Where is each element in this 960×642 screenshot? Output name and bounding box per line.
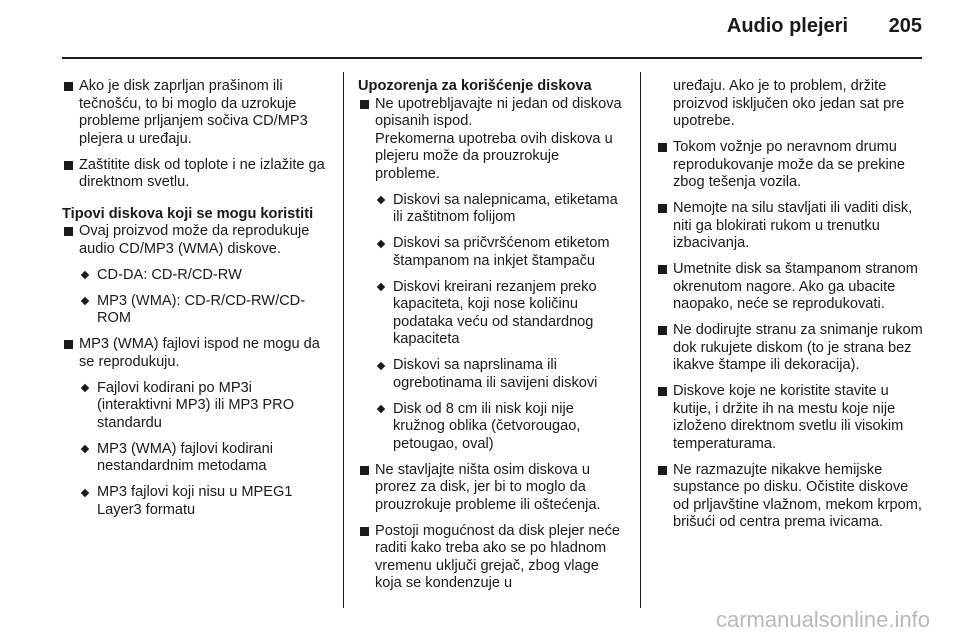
bullet-item: Ne dodirujte stranu za snimanje rukom dok rukujete diskom (to je strana bez ikakve štampe ili dekoracija).	[656, 322, 924, 375]
bullet-item: Zaštitite disk od toplote i ne izlažite ga direktnom svetlu.	[62, 157, 330, 192]
bullet-item: Umetnite disk sa štampanom stranom okrenutom nagore. Ako ga ubacite naopako, neće se reprodukovati.	[656, 261, 924, 314]
sub-bullet-item: MP3 (WMA): CD-R/CD-RW/CD-ROM	[62, 293, 330, 328]
column-divider-1	[343, 72, 344, 608]
page-header-title: Audio plejeri	[726, 15, 848, 37]
column-2	[358, 78, 628, 601]
bullet-item: MP3 (WMA) fajlovi ispod ne mogu da se reprodukuju.	[62, 336, 330, 371]
column-1	[62, 78, 330, 528]
column-3	[656, 78, 924, 540]
bullet-item: Ako je disk zaprljan prašinom ili tečnošću, to bi moglo da uzrokuje probleme prljanjem sočiva CD/MP3 plejera u uređaju.	[62, 78, 330, 148]
sub-bullet-item: Disk od 8 cm ili nisk koji nije kružnog oblika (četvorougao, petougao, oval)	[358, 401, 628, 454]
continued-text: uređaju. Ako je to problem, držite proizvod isključen oko jedan sat pre upotrebe.	[673, 78, 905, 129]
column-divider-2	[640, 72, 641, 608]
bullet-item	[358, 96, 628, 184]
watermark: carmanualsonline.info	[715, 607, 930, 632]
bullet-item: Postoji mogućnost da disk plejer neće raditi kako treba ako se po hladnom vremenu uključi grejač, zbog vlage koja se kondenzuje u	[358, 523, 628, 593]
sub-bullet-item: Fajlovi kodirani po MP3i (interaktivni MP3) ili MP3 PRO standardu	[62, 380, 330, 433]
bullet-item: Ne razmazujte nikakve hemijske supstance po disku. Očistite diskove od prljavštine vlažnom, mekom krpom, brišući od centra prema ivicama.	[656, 462, 924, 532]
sub-bullet-item: Diskovi sa nalepnicama, etiketama ili zaštitnom folijom	[358, 192, 628, 227]
page-number: 205	[888, 15, 922, 37]
bullet-item: Diskove koje ne koristite stavite u kutije, i držite ih na mestu koje nije izloženo direktnom svetlu ili visokim temperaturama.	[656, 383, 924, 453]
section-heading-disc-warnings: Upozorenja za korišćenje diskova	[358, 78, 592, 94]
section-heading-disc-types: Tipovi diskova koji se mogu koristiti	[62, 205, 314, 222]
sub-bullet-item: Diskovi sa pričvršćenom etiketom štampanom na inkjet štampaču	[358, 235, 628, 270]
bullet-item: Ovaj proizvod može da reprodukuje audio CD/MP3 (WMA) diskove.	[62, 223, 330, 258]
sub-bullet-item: Diskovi kreirani rezanjem preko kapaciteta, koji nose količinu podataka veću od standardnog kapaciteta	[358, 279, 628, 349]
header-divider	[62, 57, 922, 59]
bullet-item: Nemojte na silu stavljati ili vaditi disk, niti ga blokirati rukom u trenutku izbacivanja.	[656, 200, 924, 253]
sub-bullet-item: Diskovi sa naprslinama ili ogrebotinama ili savijeni diskovi	[358, 357, 628, 392]
sub-bullet-item: CD-DA: CD-R/CD-RW	[62, 267, 330, 285]
bullet-item: Tokom vožnje po neravnom drumu reprodukovanje može da se prekine zbog tešenja vozila.	[656, 139, 924, 192]
bullet-paragraph: Prekomerna upotreba ovih diskova u plejeru može da prouzrokuje probleme.	[375, 130, 613, 182]
sub-bullet-item: MP3 fajlovi koji nisu u MPEG1 Layer3 formatu	[62, 484, 330, 519]
sub-bullet-item: MP3 (WMA) fajlovi kodirani nestandardnim metodama	[62, 441, 330, 476]
bullet-text: Ne upotrebljavajte ni jedan od diskova opisanih ispod.	[375, 95, 622, 129]
bullet-item: Ne stavljajte ništa osim diskova u prorez za disk, jer bi to moglo da prouzrokuje probleme ili oštećenja.	[358, 462, 628, 515]
